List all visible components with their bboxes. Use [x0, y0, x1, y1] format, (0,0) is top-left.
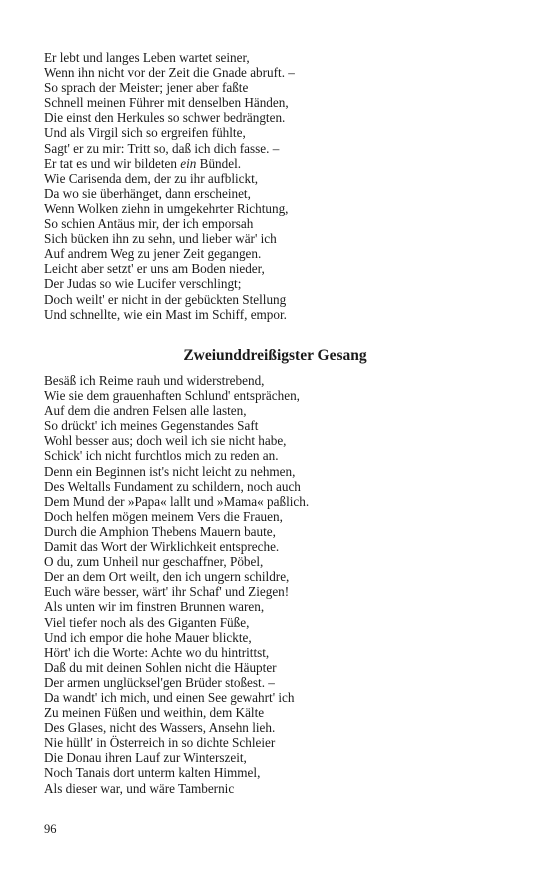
verse-line: Denn ein Beginnen ist's nicht leicht zu nehmen,	[44, 463, 296, 479]
verse-line: Und ich empor die hohe Mauer blickte,	[44, 629, 252, 645]
verse-line: Und schnellte, wie ein Mast im Schiff, empor.	[44, 306, 287, 322]
verse-block-top	[44, 50, 514, 322]
verse-line: Der armen unglücksel'gen Brüder stoßest. –	[44, 674, 275, 690]
verse-block-bottom	[44, 373, 514, 796]
verse-line: Wenn Wolken ziehn in umgekehrter Richtung,	[44, 200, 289, 216]
verse-line: Doch weilt' er nicht in der gebückten Stellung	[44, 291, 287, 307]
verse-line: Wenn ihn nicht vor der Zeit die Gnade abruft. –	[44, 65, 295, 81]
verse-line: Daß du mit deinen Sohlen nicht die Häupter	[44, 659, 277, 675]
verse-line: Zu meinen Füßen und weithin, dem Kälte	[44, 705, 265, 721]
verse-line: Wie Carisenda dem, der zu ihr aufblickt,	[44, 170, 259, 186]
verse-line: So drückt' ich meines Gegenstandes Saft	[44, 418, 259, 434]
verse-line: Schnell meinen Führer mit denselben Händen,	[44, 95, 289, 111]
verse-line: So sprach der Meister; jener aber faßte	[44, 80, 249, 96]
verse-line: Der Judas so wie Lucifer verschlingt;	[44, 276, 242, 292]
verse-line: Des Glases, nicht des Wassers, Ansehn lieh.	[44, 720, 276, 736]
verse-line: Nie hüllt' in Österreich in so dichte Schleier	[44, 735, 276, 751]
verse-line: Des Weltalls Fundament zu schildern, noch auch	[44, 478, 301, 494]
verse-line: Als unten wir im finstren Brunnen waren,	[44, 599, 265, 615]
verse-line: Da wo sie überhänget, dann erscheinet,	[44, 185, 251, 201]
verse-line: Die einst den Herkules so schwer bedrängten.	[44, 110, 286, 126]
verse-line: Besäß ich Reime rauh und widerstrebend,	[44, 373, 265, 388]
verse-line: Hört' ich die Worte: Achte wo du hintrittst,	[44, 644, 270, 660]
verse-line: Doch helfen mögen meinem Vers die Frauen,	[44, 508, 283, 524]
verse-line: Damit das Wort der Wirklichkeit entspreche.	[44, 539, 280, 555]
verse-line: Auf dem die andren Felsen alle lasten,	[44, 403, 247, 419]
emphasized-word: ein	[180, 155, 197, 171]
verse-line: Schick' ich nicht furchtlos mich zu reden an.	[44, 448, 279, 464]
verse-line: Der an dem Ort weilt, den ich ungern schildre,	[44, 569, 290, 585]
verse-line	[44, 156, 514, 171]
verse-line: Dem Mund der »Papa« lallt und »Mama« paßlich.	[44, 493, 310, 509]
canto-heading: Zweiunddreißigster Gesang	[183, 347, 367, 364]
verse-line: Sagt' er zu mir: Tritt so, daß ich dich fasse. –	[44, 140, 280, 156]
verse-line: Sich bücken ihn zu sehn, und lieber wär' ich	[44, 231, 277, 247]
verse-line: Als dieser war, und wäre Tambernic	[44, 780, 235, 796]
verse-line: Auf andrem Weg zu jener Zeit gegangen.	[44, 246, 262, 262]
verse-line-part: Er tat es und wir bildeten	[44, 155, 181, 171]
verse-line-part: Bündel.	[196, 155, 242, 171]
verse-line: O du, zum Unheil nur geschaffner, Pöbel,	[44, 554, 264, 570]
verse-line: So schien Antäus mir, der ich emporsah	[44, 216, 254, 232]
verse-line: Wie sie dem grauenhaften Schlund' entsprächen,	[44, 388, 300, 404]
verse-line: Da wandt' ich mich, und einen See gewahrt' ich	[44, 689, 295, 705]
verse-line: Und als Virgil sich so ergreifen fühlte,	[44, 125, 246, 141]
verse-line: Er lebt und langes Leben wartet seiner,	[44, 50, 250, 65]
verse-line: Wohl besser aus; doch weil ich sie nicht habe,	[44, 433, 287, 449]
verse-line: Noch Tanais dort unterm kalten Himmel,	[44, 765, 261, 781]
verse-line: Leicht aber setzt' er uns am Boden nieder,	[44, 261, 265, 277]
verse-line: Durch die Amphion Thebens Mauern baute,	[44, 523, 276, 539]
verse-line: Die Donau ihren Lauf zur Winterszeit,	[44, 750, 247, 766]
page-number: 96	[44, 822, 57, 836]
verse-line: Euch wäre besser, wärt' ihr Schaf' und Ziegen!	[44, 584, 290, 600]
verse-line: Viel tiefer noch als des Giganten Füße,	[44, 614, 250, 630]
